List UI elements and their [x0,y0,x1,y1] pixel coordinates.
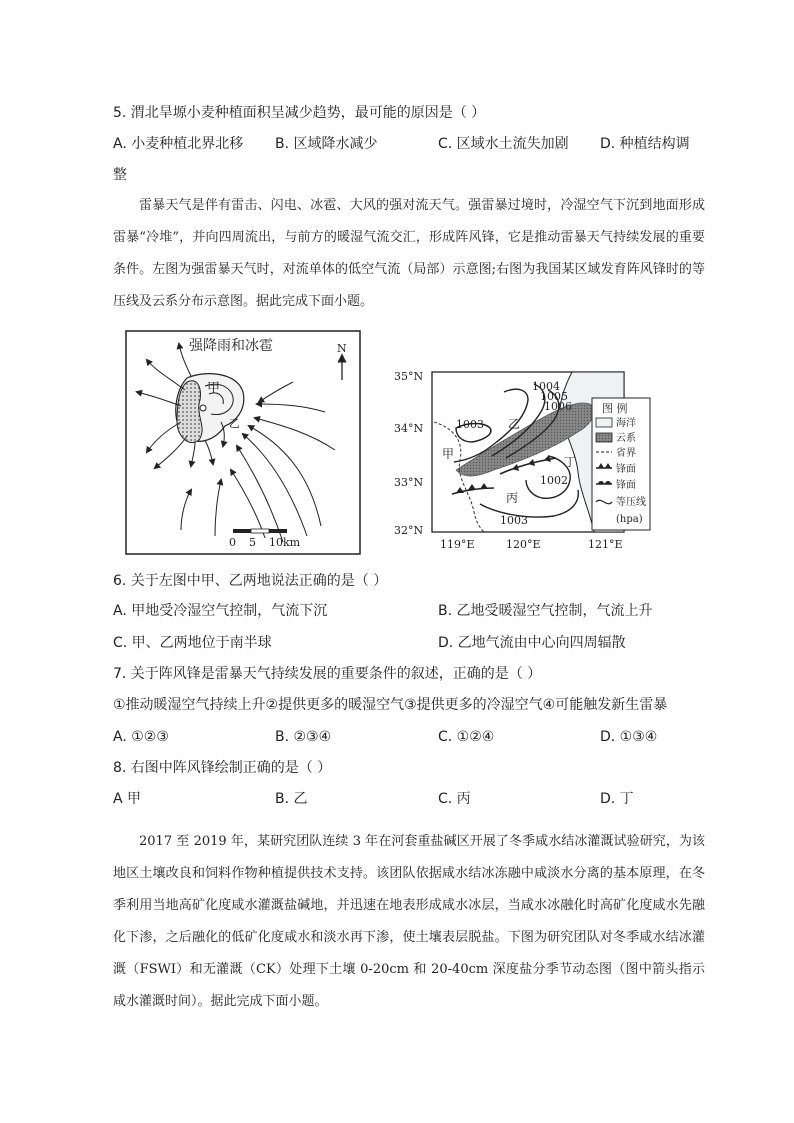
q5-option-d-wrap: 整 [113,167,127,183]
q5-option-d: D. 种植结构调 [600,136,690,152]
scale-10km: 10km [269,536,301,549]
q8-stem: 8. 右图中阵风锋绘制正确的是（ ） [113,760,332,776]
q7-stem: 7. 关于阵风锋是雷暴天气持续发展的重要条件的叙述，正确的是（ ） [113,666,542,682]
scale-5: 5 [249,536,256,549]
isobar-1002: 1002 [540,474,568,487]
lon-121: 121°E [588,538,623,551]
legend [592,398,650,530]
q8-option-b: B. 乙 [275,791,308,807]
place-bing: 丙 [506,491,519,505]
scale-0: 0 [229,536,236,549]
q8-option-d: D. 丁 [600,791,634,807]
isobar-1003-a: 1003 [456,418,484,431]
isobar-1006: 1006 [544,400,572,413]
legend-unit: (hpa) [616,514,643,525]
isobar-1005: 1005 [540,390,568,403]
q7-option-c: C. ①②④ [438,729,495,745]
right-map-figure [394,362,668,554]
legend-title: 图 例 [602,402,628,415]
lat-34: 34°N [394,422,424,435]
lon-119: 119°E [440,538,475,551]
q5-option-c: C. 区域水土流失加剧 [438,136,569,152]
q7-option-b: B. ②③④ [275,729,332,745]
passage-thunderstorm: 雷暴天气是伴有雷击、闪电、冰雹、大风的强对流天气。强雷暴过境时，冷湿空气下沉到地面形成雷暴“冷堆”，并向四周流出，与前方的暖湿气流交汇，形成阵风锋，它是推动雷暴天气持续发展的重要条件。左图为强雷暴天气时，对流单体的低空气流（局部）示意图;右图为我国某区域发育阵风锋时的等压线及云系分布示意图。据此完成下面小题。 [113,198,705,309]
legend-isobar: 等压线 [616,497,646,508]
legend-front-2: 锋面 [616,480,636,491]
north-label: N [337,342,347,355]
isobar-1003-b: 1003 [500,514,528,527]
lon-120: 120°E [506,538,541,551]
left-map-title: 强降雨和冰雹 [189,338,273,354]
q7-option-d: D. ①③④ [600,729,658,745]
q8-option-c: C. 丙 [438,791,471,807]
place-jia: 甲 [442,447,455,461]
q6-option-a: A. 甲地受冷湿空气控制，气流下沉 [113,603,328,619]
q6-stem: 6. 关于左图中甲、乙两地说法正确的是（ ） [113,573,388,589]
q5-stem: 5. 渭北旱塬小麦种植面积呈减少趋势，最可能的原因是（ ） [113,105,486,121]
q5-option-b: B. 区域降水减少 [275,136,378,152]
q7-option-a: A. ①②③ [113,729,169,745]
lat-35: 35°N [394,370,424,383]
lat-32: 32°N [394,524,424,537]
q6-option-d: D. 乙地气流由中心向四周辐散 [438,635,626,651]
left-map-yi: 乙 [229,417,240,430]
passage-saline-irrigation: 2017 至 2019 年，某研究团队连续 3 年在河套重盐碱区开展了冬季咸水结冰灌溉试验研究，为该地区土壤改良和饲料作物种植提供技术支持。该团队依据咸水结冰冻融中咸淡水分离的基本原理，在冬季利用当地高矿化度咸水灌溉盐碱地，并迅速在地表形成咸水冰层，当咸水冰融化时高矿化度咸水先融化下渗，之后融化的低矿化度咸水和淡水再下渗，使土壤表层脱盐。下图为研究团队对冬季咸水结冰灌溉（FSWI）和无灌溉（CK）处理下土壤 0-20cm 和 20-40cm 深度盐分季节动态图（图中箭头指示咸水灌溉时间）。据此完成下面小题。 [113,834,705,1009]
left-map-figure [125,330,361,555]
q5-option-a: A. 小麦种植北界北移 [113,136,244,152]
isobar-1004: 1004 [532,380,560,393]
left-map-frame [126,331,360,554]
legend-ocean: 海洋 [616,418,636,429]
lat-33: 33°N [394,476,424,489]
left-map-jia: 甲 [207,381,221,396]
q6-option-b: B. 乙地受暖湿空气控制，气流上升 [438,603,653,619]
legend-front-1: 锋面 [616,464,636,475]
legend-province: 省界 [616,448,636,459]
q8-option-a: A 甲 [113,791,142,807]
place-yi: 乙 [508,417,521,431]
legend-cloud: 云系 [616,433,636,444]
q7-statements: ①推动暖湿空气持续上升②提供更多的暖湿空气③提供更多的冷湿空气④可能触发新生雷暴 [113,697,668,713]
q6-option-c: C. 甲、乙两地位于南半球 [113,635,272,651]
place-ding: 丁 [564,455,577,469]
